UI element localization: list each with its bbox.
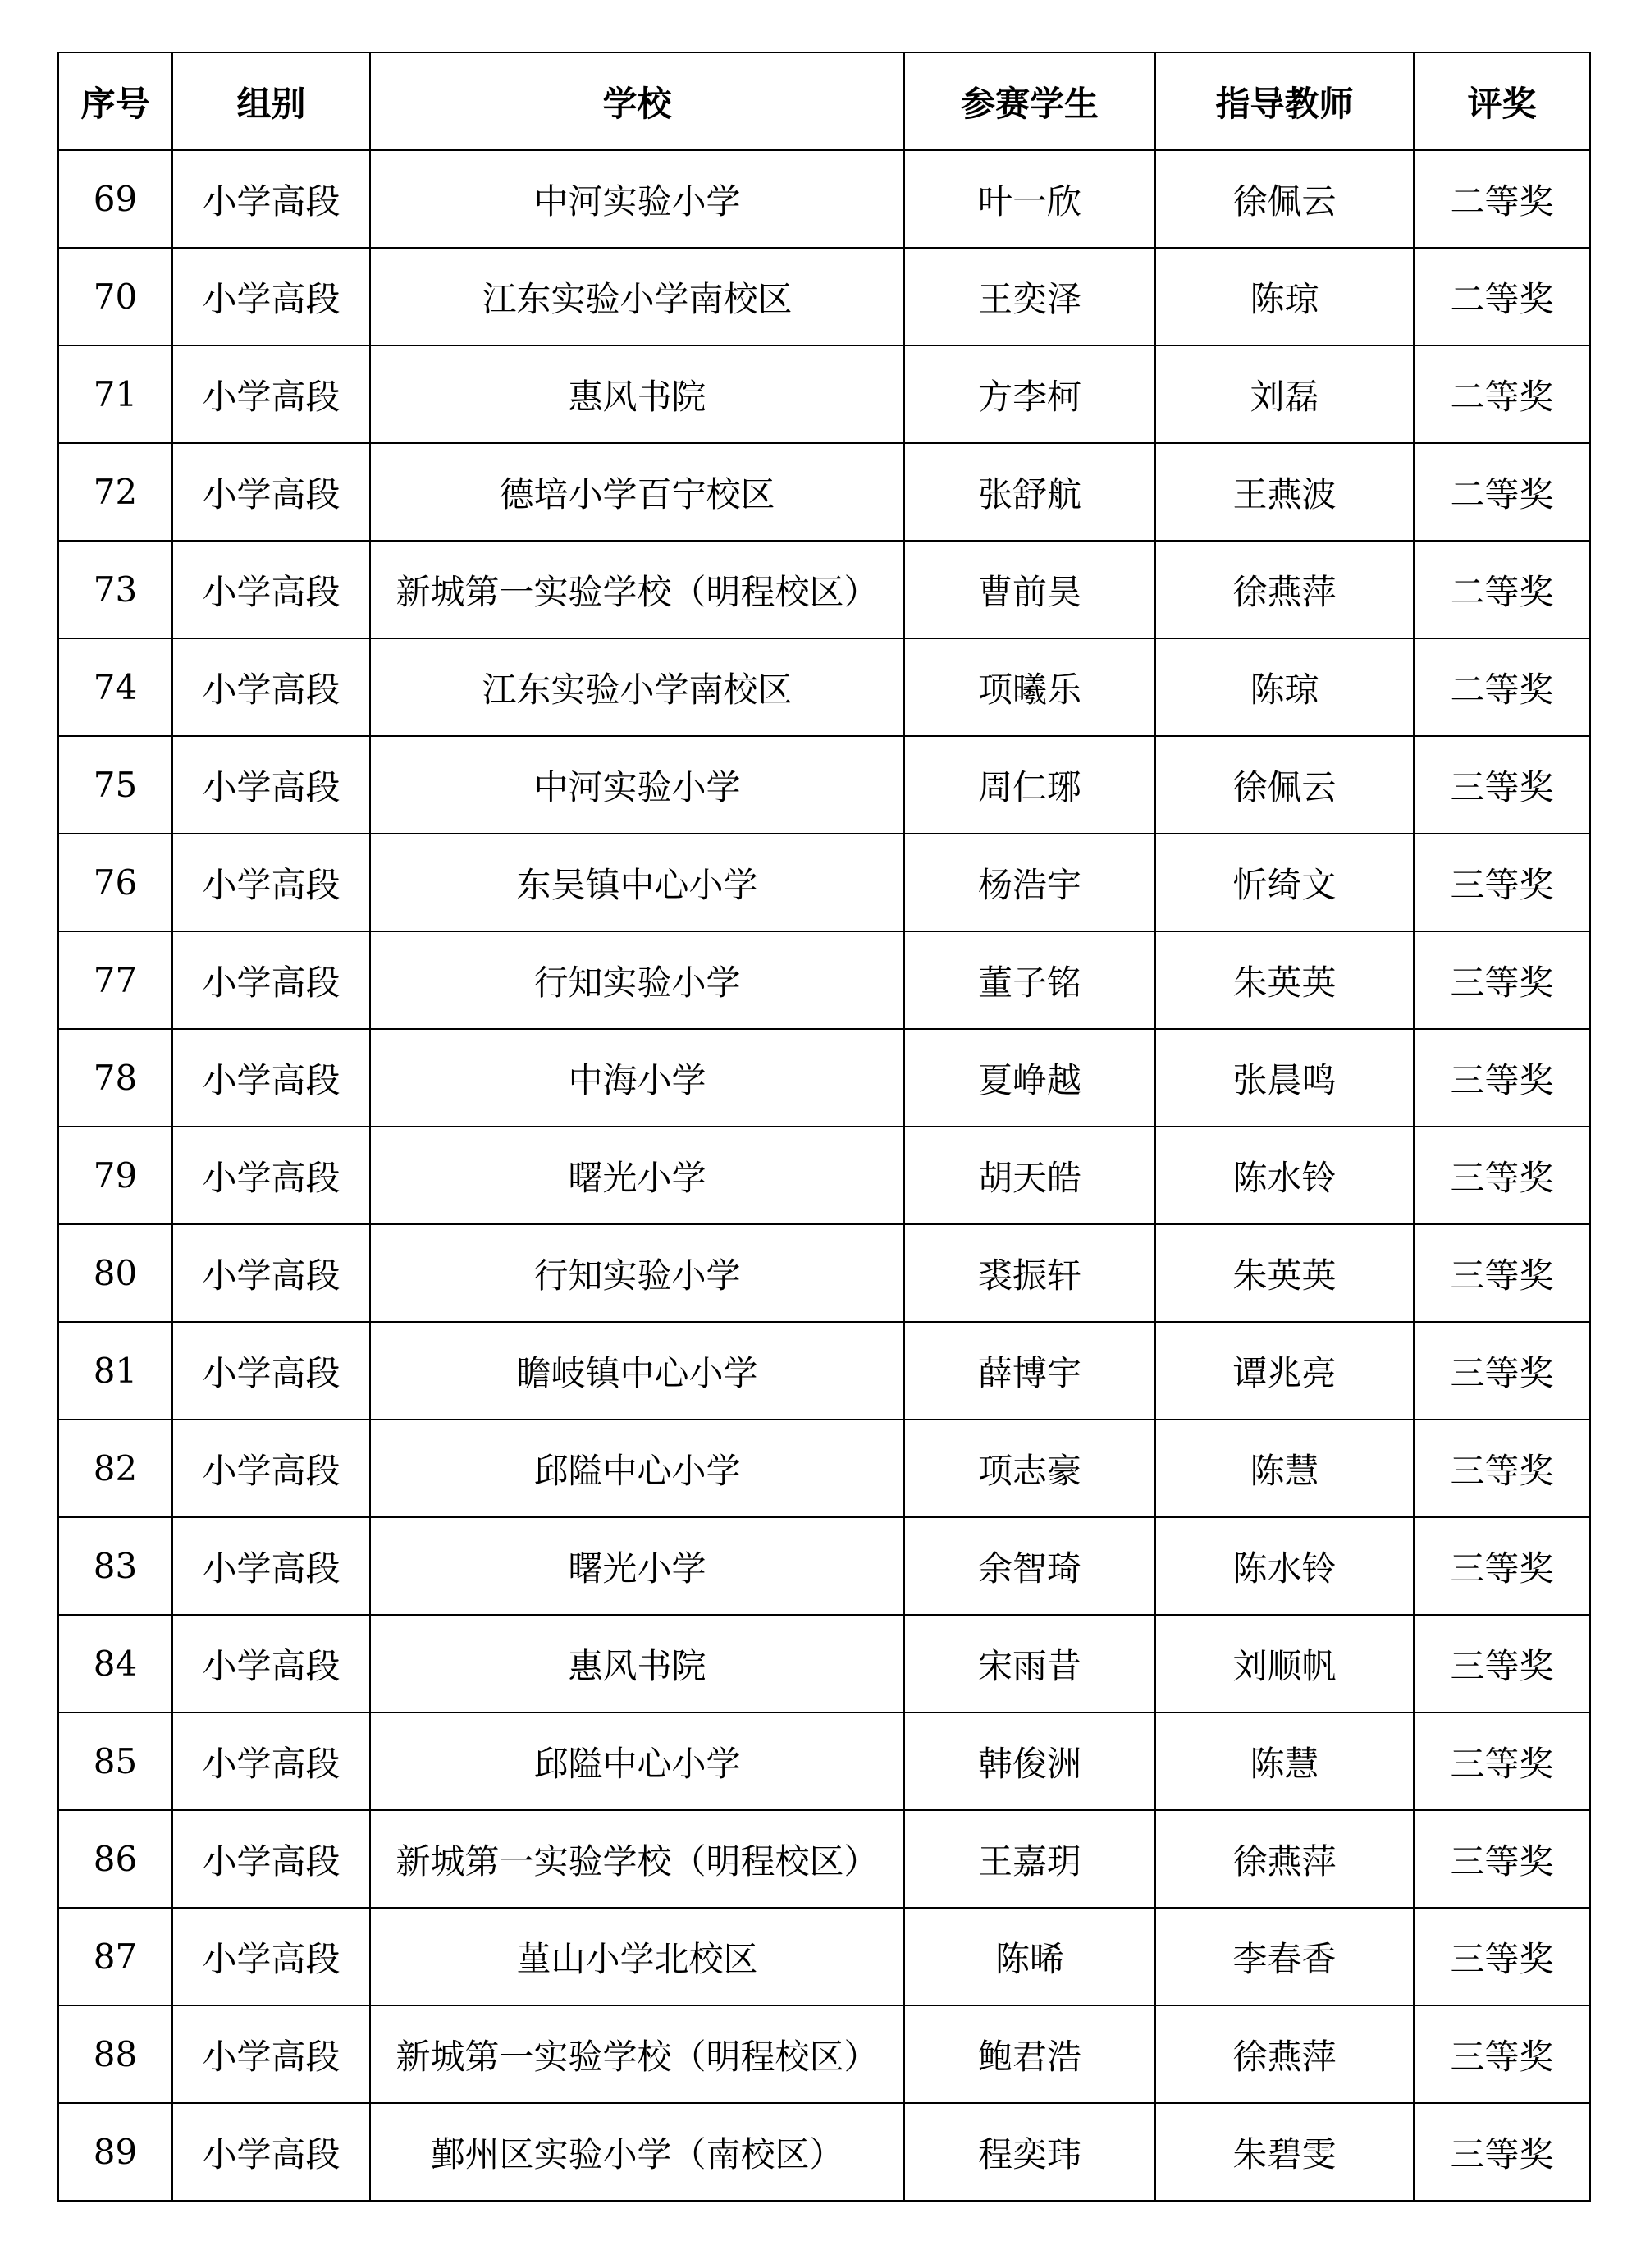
cell-group: 小学高段 (172, 248, 370, 345)
table-row (58, 2103, 1590, 2201)
cell-group: 小学高段 (172, 443, 370, 541)
cell-group: 小学高段 (172, 1908, 370, 2005)
cell-teacher: 陈琼 (1155, 638, 1414, 736)
table-row (58, 736, 1590, 834)
cell-no: 75 (58, 736, 172, 834)
cell-teacher: 陈琼 (1155, 248, 1414, 345)
cell-student: 程奕玮 (904, 2103, 1155, 2201)
cell-teacher: 陈慧 (1155, 1420, 1414, 1517)
table-row (58, 345, 1590, 443)
cell-no: 79 (58, 1127, 172, 1224)
cell-teacher: 朱英英 (1155, 1224, 1414, 1322)
cell-no: 78 (58, 1029, 172, 1127)
cell-group: 小学高段 (172, 1712, 370, 1810)
cell-teacher: 徐佩云 (1155, 150, 1414, 248)
cell-teacher: 徐燕萍 (1155, 2005, 1414, 2103)
table-row (58, 1810, 1590, 1908)
cell-award: 二等奖 (1414, 541, 1590, 638)
cell-teacher: 张晨鸣 (1155, 1029, 1414, 1127)
cell-award: 三等奖 (1414, 931, 1590, 1029)
cell-teacher: 王燕波 (1155, 443, 1414, 541)
cell-no: 82 (58, 1420, 172, 1517)
cell-no: 77 (58, 931, 172, 1029)
cell-teacher: 谭兆亮 (1155, 1322, 1414, 1420)
cell-no: 70 (58, 248, 172, 345)
cell-award: 三等奖 (1414, 1615, 1590, 1712)
cell-student: 周仁琊 (904, 736, 1155, 834)
cell-group: 小学高段 (172, 1420, 370, 1517)
cell-award: 三等奖 (1414, 2005, 1590, 2103)
cell-student: 韩俊洲 (904, 1712, 1155, 1810)
cell-school: 曙光小学 (370, 1127, 904, 1224)
cell-group: 小学高段 (172, 638, 370, 736)
cell-school: 新城第一实验学校（明程校区） (370, 1810, 904, 1908)
cell-school: 邱隘中心小学 (370, 1712, 904, 1810)
cell-school: 惠风书院 (370, 1615, 904, 1712)
cell-award: 二等奖 (1414, 150, 1590, 248)
cell-school: 行知实验小学 (370, 1224, 904, 1322)
header-no: 序号 (58, 53, 172, 150)
cell-award: 三等奖 (1414, 1224, 1590, 1322)
cell-student: 叶一欣 (904, 150, 1155, 248)
cell-school: 江东实验小学南校区 (370, 248, 904, 345)
cell-award: 三等奖 (1414, 1322, 1590, 1420)
header-school: 学校 (370, 53, 904, 150)
cell-teacher: 朱碧雯 (1155, 2103, 1414, 2201)
cell-school: 中河实验小学 (370, 150, 904, 248)
cell-school: 新城第一实验学校（明程校区） (370, 2005, 904, 2103)
cell-teacher: 陈水铃 (1155, 1517, 1414, 1615)
cell-teacher: 刘磊 (1155, 345, 1414, 443)
cell-no: 73 (58, 541, 172, 638)
table-row (58, 541, 1590, 638)
cell-award: 三等奖 (1414, 1810, 1590, 1908)
cell-award: 三等奖 (1414, 1517, 1590, 1615)
table-row (58, 638, 1590, 736)
cell-school: 瞻岐镇中心小学 (370, 1322, 904, 1420)
header-group: 组别 (172, 53, 370, 150)
cell-school: 堇山小学北校区 (370, 1908, 904, 2005)
cell-group: 小学高段 (172, 1029, 370, 1127)
cell-school: 东吴镇中心小学 (370, 834, 904, 931)
cell-award: 二等奖 (1414, 638, 1590, 736)
table-row (58, 443, 1590, 541)
cell-group: 小学高段 (172, 1127, 370, 1224)
table-row (58, 931, 1590, 1029)
cell-group: 小学高段 (172, 150, 370, 248)
cell-no: 71 (58, 345, 172, 443)
cell-no: 83 (58, 1517, 172, 1615)
cell-teacher: 李春香 (1155, 1908, 1414, 2005)
cell-student: 胡天皓 (904, 1127, 1155, 1224)
cell-award: 三等奖 (1414, 1420, 1590, 1517)
cell-school: 行知实验小学 (370, 931, 904, 1029)
cell-teacher: 徐燕萍 (1155, 1810, 1414, 1908)
cell-student: 王嘉玥 (904, 1810, 1155, 1908)
cell-teacher: 陈慧 (1155, 1712, 1414, 1810)
cell-school: 中海小学 (370, 1029, 904, 1127)
table-row (58, 1322, 1590, 1420)
cell-group: 小学高段 (172, 1224, 370, 1322)
table-row (58, 2005, 1590, 2103)
cell-group: 小学高段 (172, 345, 370, 443)
cell-award: 三等奖 (1414, 736, 1590, 834)
cell-school: 德培小学百宁校区 (370, 443, 904, 541)
table-row (58, 248, 1590, 345)
cell-award: 三等奖 (1414, 1127, 1590, 1224)
cell-group: 小学高段 (172, 1517, 370, 1615)
header-student: 参赛学生 (904, 53, 1155, 150)
table-row (58, 1029, 1590, 1127)
cell-no: 81 (58, 1322, 172, 1420)
cell-student: 宋雨昔 (904, 1615, 1155, 1712)
cell-group: 小学高段 (172, 2103, 370, 2201)
cell-award: 三等奖 (1414, 1908, 1590, 2005)
cell-student: 余智琦 (904, 1517, 1155, 1615)
award-table (57, 52, 1591, 2202)
cell-award: 三等奖 (1414, 1029, 1590, 1127)
table-row (58, 1420, 1590, 1517)
cell-teacher: 徐佩云 (1155, 736, 1414, 834)
cell-group: 小学高段 (172, 1322, 370, 1420)
table-row (58, 1517, 1590, 1615)
cell-teacher: 陈水铃 (1155, 1127, 1414, 1224)
cell-no: 89 (58, 2103, 172, 2201)
cell-teacher: 徐燕萍 (1155, 541, 1414, 638)
cell-student: 薛博宇 (904, 1322, 1155, 1420)
cell-no: 80 (58, 1224, 172, 1322)
cell-student: 张舒航 (904, 443, 1155, 541)
table-row (58, 150, 1590, 248)
cell-no: 69 (58, 150, 172, 248)
cell-teacher: 忻绮文 (1155, 834, 1414, 931)
cell-student: 王奕泽 (904, 248, 1155, 345)
cell-student: 方李柯 (904, 345, 1155, 443)
cell-group: 小学高段 (172, 2005, 370, 2103)
table-row (58, 1127, 1590, 1224)
cell-no: 86 (58, 1810, 172, 1908)
cell-school: 鄞州区实验小学（南校区） (370, 2103, 904, 2201)
cell-no: 88 (58, 2005, 172, 2103)
cell-student: 曹前昊 (904, 541, 1155, 638)
cell-student: 鲍君浩 (904, 2005, 1155, 2103)
cell-student: 夏峥越 (904, 1029, 1155, 1127)
cell-group: 小学高段 (172, 931, 370, 1029)
cell-student: 裘振轩 (904, 1224, 1155, 1322)
header-teacher: 指导教师 (1155, 53, 1414, 150)
cell-school: 江东实验小学南校区 (370, 638, 904, 736)
cell-group: 小学高段 (172, 834, 370, 931)
cell-award: 二等奖 (1414, 443, 1590, 541)
cell-school: 邱隘中心小学 (370, 1420, 904, 1517)
cell-school: 中河实验小学 (370, 736, 904, 834)
cell-award: 三等奖 (1414, 834, 1590, 931)
table-row (58, 1712, 1590, 1810)
cell-group: 小学高段 (172, 1615, 370, 1712)
cell-no: 74 (58, 638, 172, 736)
cell-group: 小学高段 (172, 1810, 370, 1908)
cell-teacher: 朱英英 (1155, 931, 1414, 1029)
cell-teacher: 刘顺帆 (1155, 1615, 1414, 1712)
cell-award: 三等奖 (1414, 1712, 1590, 1810)
cell-school: 曙光小学 (370, 1517, 904, 1615)
cell-group: 小学高段 (172, 736, 370, 834)
cell-no: 72 (58, 443, 172, 541)
table-row (58, 1224, 1590, 1322)
cell-no: 87 (58, 1908, 172, 2005)
cell-school: 惠风书院 (370, 345, 904, 443)
header-award: 评奖 (1414, 53, 1590, 150)
table-header-row (58, 53, 1590, 150)
cell-student: 杨浩宇 (904, 834, 1155, 931)
cell-award: 三等奖 (1414, 2103, 1590, 2201)
cell-student: 项志豪 (904, 1420, 1155, 1517)
cell-student: 董子铭 (904, 931, 1155, 1029)
table-row (58, 1615, 1590, 1712)
table-row (58, 1908, 1590, 2005)
cell-award: 二等奖 (1414, 248, 1590, 345)
cell-student: 项曦乐 (904, 638, 1155, 736)
table-row (58, 834, 1590, 931)
cell-no: 76 (58, 834, 172, 931)
cell-no: 84 (58, 1615, 172, 1712)
cell-student: 陈晞 (904, 1908, 1155, 2005)
cell-school: 新城第一实验学校（明程校区） (370, 541, 904, 638)
cell-no: 85 (58, 1712, 172, 1810)
cell-award: 二等奖 (1414, 345, 1590, 443)
cell-group: 小学高段 (172, 541, 370, 638)
